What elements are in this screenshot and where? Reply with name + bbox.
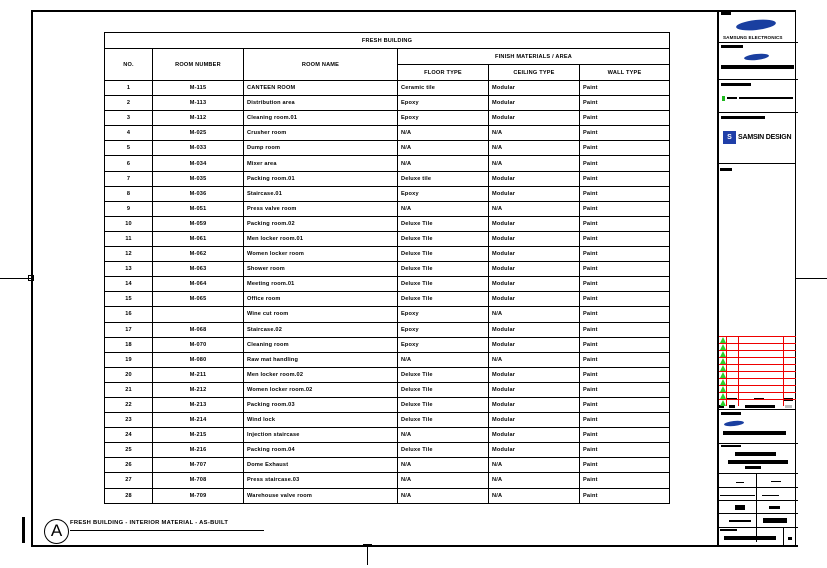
cell-wall-type: Paint <box>580 428 670 443</box>
drawing-marker: A <box>44 519 69 544</box>
table-row <box>105 488 670 503</box>
cell-no: 4 <box>105 126 153 141</box>
client-logo-icon <box>736 18 777 32</box>
cell-wall-type: Paint <box>580 458 670 473</box>
value-bar <box>763 518 787 523</box>
cell-room-number: M-707 <box>153 458 244 473</box>
cell-room-name: Mixer area <box>244 156 398 171</box>
cell-ceiling-type: N/A <box>489 307 580 322</box>
header-floor-type: FLOOR TYPE <box>398 65 489 81</box>
table-row <box>105 352 670 367</box>
drawing-title-cell <box>719 444 798 474</box>
cell-room-number: M-025 <box>153 126 244 141</box>
cell-no: 28 <box>105 488 153 503</box>
cell-floor-type: N/A <box>398 126 489 141</box>
cell-room-number: M-064 <box>153 277 244 292</box>
owner-name-bar <box>723 431 786 435</box>
cell-room-number: M-036 <box>153 186 244 201</box>
value-bar <box>736 482 744 483</box>
cell-label-bar <box>721 412 741 415</box>
cell-no: 22 <box>105 397 153 412</box>
cell-no: 12 <box>105 247 153 262</box>
cell-no: 6 <box>105 156 153 171</box>
table-row <box>105 156 670 171</box>
center-mark-left-target <box>28 275 34 281</box>
cell-no: 8 <box>105 186 153 201</box>
cell-room-number: M-211 <box>153 367 244 382</box>
cell-no: 26 <box>105 458 153 473</box>
cell-ceiling-type: N/A <box>489 352 580 367</box>
drawing-number-cell <box>719 528 798 547</box>
cell-ceiling-type: Modular <box>489 186 580 201</box>
cell-room-name: Men locker room.02 <box>244 367 398 382</box>
table-row <box>105 397 670 412</box>
client-name: SAMSUNG ELECTRONICS <box>723 35 783 40</box>
job-cell <box>719 501 798 514</box>
cell-ceiling-type: Modular <box>489 337 580 352</box>
cell-wall-type: Paint <box>580 413 670 428</box>
cell-no: 21 <box>105 382 153 397</box>
frame-left-bar <box>22 517 25 543</box>
cell-room-number: M-070 <box>153 337 244 352</box>
cell-ceiling-type: N/A <box>489 458 580 473</box>
table-row <box>105 262 670 277</box>
cell-wall-type: Paint <box>580 262 670 277</box>
cell-room-name: Press staircase.03 <box>244 473 398 488</box>
table-body <box>105 81 670 504</box>
cell-ceiling-type: N/A <box>489 473 580 488</box>
cell-room-number: M-212 <box>153 382 244 397</box>
cell-floor-type: Deluxe Tile <box>398 397 489 412</box>
cell-ceiling-type: Modular <box>489 382 580 397</box>
cell-no: 11 <box>105 231 153 246</box>
drawing-number-bar <box>724 536 776 540</box>
cell-label-bar <box>721 116 765 119</box>
project-logo-icon <box>744 53 769 62</box>
cell-no: 25 <box>105 443 153 458</box>
date-cell <box>719 488 798 501</box>
cell-ceiling-type: Modular <box>489 171 580 186</box>
cell-no: 17 <box>105 322 153 337</box>
cell-no: 24 <box>105 428 153 443</box>
cell-room-name: Men locker room.01 <box>244 231 398 246</box>
header-room-name: ROOM NAME <box>244 49 398 81</box>
cell-no: 19 <box>105 352 153 367</box>
cell-no: 10 <box>105 216 153 231</box>
cell-floor-type: N/A <box>398 473 489 488</box>
cell-floor-type: Deluxe Tile <box>398 413 489 428</box>
table-row <box>105 382 670 397</box>
cell-floor-type: Ceramic tile <box>398 81 489 96</box>
cell-ceiling-type: Modular <box>489 397 580 412</box>
cell-ceiling-type: Modular <box>489 277 580 292</box>
cell-room-name: Injection staircase <box>244 428 398 443</box>
cell-wall-type: Paint <box>580 337 670 352</box>
revision-row-line <box>719 378 796 379</box>
cell-ceiling-type: Modular <box>489 231 580 246</box>
cell-ceiling-type: N/A <box>489 488 580 503</box>
title-line-3 <box>745 466 761 469</box>
cell-no: 14 <box>105 277 153 292</box>
designer-divider <box>719 163 796 164</box>
cell-room-name: Dome Exhaust <box>244 458 398 473</box>
cell-no: 20 <box>105 367 153 382</box>
value-bar <box>745 405 775 408</box>
value-bar <box>735 505 745 510</box>
scale-cell <box>719 474 798 488</box>
cell-room-name: CANTEEN ROOM <box>244 81 398 96</box>
cell-room-name: Shower room <box>244 262 398 277</box>
cell-room-number <box>153 307 244 322</box>
revision-row-line <box>719 336 796 337</box>
cell-wall-type: Paint <box>580 126 670 141</box>
cell-floor-type: Deluxe Tile <box>398 247 489 262</box>
cell-no: 23 <box>105 413 153 428</box>
value-bar <box>762 495 779 496</box>
revision-row-line <box>719 350 796 351</box>
table-row <box>105 443 670 458</box>
cell-room-name: Cleaning room.01 <box>244 111 398 126</box>
table-row <box>105 367 670 382</box>
revision-row-line <box>719 385 796 386</box>
drawing-title: FRESH BUILDING - INTERIOR MATERIAL - AS-BUILT <box>70 520 229 526</box>
cell-ceiling-type: N/A <box>489 126 580 141</box>
cell-floor-type: Deluxe Tile <box>398 216 489 231</box>
cell-room-name: Wine cut room <box>244 307 398 322</box>
cell-floor-type: N/A <box>398 141 489 156</box>
cell-room-name: Distribution area <box>244 96 398 111</box>
cell-label-bar <box>721 45 743 48</box>
cell-room-number: M-068 <box>153 322 244 337</box>
client-cell <box>719 10 798 43</box>
cell-label-bar <box>720 529 737 531</box>
title-line-1 <box>735 452 776 456</box>
header-wall-type: WALL TYPE <box>580 65 670 81</box>
cell-floor-type: Deluxe Tile <box>398 443 489 458</box>
header-ceiling-type: CEILING TYPE <box>489 65 580 81</box>
revision-number-bar <box>788 537 792 540</box>
revision-row-line <box>719 364 796 365</box>
cell-room-name: Staircase.01 <box>244 186 398 201</box>
cell-no: 7 <box>105 171 153 186</box>
cell-no: 2 <box>105 96 153 111</box>
title-line-2 <box>728 460 788 464</box>
cell-ceiling-type: Modular <box>489 111 580 126</box>
cell-no: 15 <box>105 292 153 307</box>
table-row <box>105 216 670 231</box>
table-row <box>105 307 670 322</box>
designer-cell <box>719 113 798 346</box>
cell-room-number: M-115 <box>153 81 244 96</box>
cell-wall-type: Paint <box>580 322 670 337</box>
cell-floor-type: Deluxe Tile <box>398 382 489 397</box>
cell-room-number: M-034 <box>153 156 244 171</box>
project-cell <box>719 43 798 80</box>
table-row <box>105 337 670 352</box>
cell-wall-type: Paint <box>580 201 670 216</box>
cell-label-bar <box>720 168 732 171</box>
cell-floor-type: Epoxy <box>398 111 489 126</box>
revision-row-line <box>719 399 796 400</box>
cell-wall-type: Paint <box>580 216 670 231</box>
cell-room-number: M-708 <box>153 473 244 488</box>
value-bar <box>729 520 751 522</box>
cell-floor-type: N/A <box>398 201 489 216</box>
value-bar <box>771 481 781 482</box>
cell-wall-type: Paint <box>580 307 670 322</box>
cell-room-number: M-709 <box>153 488 244 503</box>
cell-floor-type: Deluxe Tile <box>398 277 489 292</box>
cell-floor-type: Deluxe Tile <box>398 292 489 307</box>
cell-no: 18 <box>105 337 153 352</box>
cell-no: 13 <box>105 262 153 277</box>
cell-no: 5 <box>105 141 153 156</box>
cell-room-number: M-214 <box>153 413 244 428</box>
cell-room-number: M-062 <box>153 247 244 262</box>
cell-ceiling-type: Modular <box>489 247 580 262</box>
cell-ceiling-type: Modular <box>489 322 580 337</box>
cell-floor-type: N/A <box>398 428 489 443</box>
divider <box>783 528 784 547</box>
cell-room-name: Raw mat handling <box>244 352 398 367</box>
contractor-name-bar <box>727 97 737 99</box>
cell-room-number: M-215 <box>153 428 244 443</box>
table-row <box>105 81 670 96</box>
table-row <box>105 141 670 156</box>
cell-room-name: Office room <box>244 292 398 307</box>
cell-wall-type: Paint <box>580 247 670 262</box>
table-row <box>105 322 670 337</box>
cell-floor-type: Epoxy <box>398 337 489 352</box>
divider <box>719 409 796 410</box>
cell-ceiling-type: N/A <box>489 201 580 216</box>
table-row <box>105 292 670 307</box>
title-block <box>717 10 796 547</box>
drawing-title-underline <box>70 530 264 531</box>
table-row <box>105 277 670 292</box>
cell-wall-type: Paint <box>580 156 670 171</box>
table-row <box>105 171 670 186</box>
cell-ceiling-type: Modular <box>489 413 580 428</box>
cell-room-name: Packing room.02 <box>244 216 398 231</box>
table-row <box>105 247 670 262</box>
header-no: NO. <box>105 49 153 81</box>
center-mark-left <box>0 278 31 279</box>
cell-wall-type: Paint <box>580 488 670 503</box>
table-title: FRESH BUILDING <box>105 33 670 49</box>
cell-no: 3 <box>105 111 153 126</box>
cell-wall-type: Paint <box>580 292 670 307</box>
cell-room-name: Packing room.04 <box>244 443 398 458</box>
header-finish-materials: FINISH MATERIALS / AREA <box>398 49 670 65</box>
cell-wall-type: Paint <box>580 141 670 156</box>
designer-name: SAMSIN DESIGN <box>738 134 792 141</box>
cell-room-number: M-061 <box>153 231 244 246</box>
contractor-cell <box>719 80 798 113</box>
table-row <box>105 186 670 201</box>
cell-ceiling-type: Modular <box>489 96 580 111</box>
cell-room-number: M-216 <box>153 443 244 458</box>
cell-floor-type: N/A <box>398 352 489 367</box>
cell-ceiling-type: N/A <box>489 141 580 156</box>
cell-floor-type: Deluxe tile <box>398 171 489 186</box>
cell-floor-type: N/A <box>398 156 489 171</box>
cell-room-number: M-035 <box>153 171 244 186</box>
revision-table <box>717 336 796 409</box>
cell-room-number: M-063 <box>153 262 244 277</box>
cell-room-name: Dump room <box>244 141 398 156</box>
cell-room-number: M-213 <box>153 397 244 412</box>
table-row <box>105 428 670 443</box>
cell-label-bar <box>721 83 751 86</box>
cell-room-name: Wind lock <box>244 413 398 428</box>
cell-ceiling-type: Modular <box>489 428 580 443</box>
value-bar <box>720 495 755 496</box>
cell-floor-type: Epoxy <box>398 96 489 111</box>
cell-room-name: Crusher room <box>244 126 398 141</box>
table-row <box>105 201 670 216</box>
designer-logo-icon: S <box>723 131 736 144</box>
cell-wall-type: Paint <box>580 277 670 292</box>
cell-wall-type: Paint <box>580 231 670 246</box>
table-row <box>105 458 670 473</box>
contractor-logo-icon <box>722 96 725 101</box>
cell-room-name: Packing room.03 <box>244 397 398 412</box>
cell-room-number: M-065 <box>153 292 244 307</box>
cell-floor-type: Deluxe Tile <box>398 231 489 246</box>
cell-wall-type: Paint <box>580 382 670 397</box>
contractor-address-bar <box>739 97 793 99</box>
cell-room-number: M-051 <box>153 201 244 216</box>
sheet-cell <box>719 514 798 528</box>
center-mark-bottom <box>367 547 368 565</box>
revision-row-line <box>719 392 796 393</box>
cell-room-name: Warehouse valve room <box>244 488 398 503</box>
cell-label-bar <box>721 445 741 447</box>
cell-ceiling-type: Modular <box>489 216 580 231</box>
revision-row-line <box>719 357 796 358</box>
value-bar <box>729 405 735 408</box>
cell-room-number: M-033 <box>153 141 244 156</box>
cell-no: 27 <box>105 473 153 488</box>
cell-floor-type: N/A <box>398 458 489 473</box>
table-row <box>105 96 670 111</box>
cell-wall-type: Paint <box>580 352 670 367</box>
table-row <box>105 111 670 126</box>
center-mark-right <box>796 278 827 279</box>
table-row <box>105 413 670 428</box>
header-room-number: ROOM NUMBER <box>153 49 244 81</box>
cell-room-number: M-113 <box>153 96 244 111</box>
cell-floor-type: Epoxy <box>398 307 489 322</box>
cell-wall-type: Paint <box>580 96 670 111</box>
project-name-bar <box>721 65 794 69</box>
cell-wall-type: Paint <box>580 473 670 488</box>
cell-ceiling-type: N/A <box>489 156 580 171</box>
cell-ceiling-type: Modular <box>489 367 580 382</box>
cell-wall-type: Paint <box>580 171 670 186</box>
cell-wall-type: Paint <box>580 397 670 412</box>
cell-room-number: M-059 <box>153 216 244 231</box>
interior-material-table <box>104 32 670 504</box>
value-bar <box>769 506 780 509</box>
cell-room-number: M-080 <box>153 352 244 367</box>
cell-no: 9 <box>105 201 153 216</box>
cell-room-name: Cleaning room <box>244 337 398 352</box>
cell-wall-type: Paint <box>580 81 670 96</box>
cell-room-name: Packing room.01 <box>244 171 398 186</box>
cell-room-name: Women locker room <box>244 247 398 262</box>
cell-wall-type: Paint <box>580 443 670 458</box>
cell-room-number: M-112 <box>153 111 244 126</box>
cell-wall-type: Paint <box>580 367 670 382</box>
cell-floor-type: N/A <box>398 488 489 503</box>
cell-no: 16 <box>105 307 153 322</box>
cell-ceiling-type: Modular <box>489 81 580 96</box>
revision-triangle-icon <box>720 400 726 406</box>
cell-room-name: Women locker room.02 <box>244 382 398 397</box>
cell-wall-type: Paint <box>580 111 670 126</box>
cell-room-name: Staircase.02 <box>244 322 398 337</box>
cell-room-name: Press valve room <box>244 201 398 216</box>
revision-row-line <box>719 343 796 344</box>
cell-ceiling-type: Modular <box>489 292 580 307</box>
revision-row-line <box>719 371 796 372</box>
center-mark-bottom-cross <box>363 544 372 545</box>
cell-no: 1 <box>105 81 153 96</box>
cell-label-bar <box>721 12 731 15</box>
cell-floor-type: Epoxy <box>398 186 489 201</box>
cell-floor-type: Deluxe Tile <box>398 262 489 277</box>
table-row <box>105 126 670 141</box>
cell-ceiling-type: Modular <box>489 443 580 458</box>
cell-room-name: Meeting room.01 <box>244 277 398 292</box>
cell-floor-type: Deluxe Tile <box>398 367 489 382</box>
table-row <box>105 231 670 246</box>
owner-cell <box>719 410 798 444</box>
cell-floor-type: Epoxy <box>398 322 489 337</box>
cell-ceiling-type: Modular <box>489 262 580 277</box>
cell-wall-type: Paint <box>580 186 670 201</box>
value-bar <box>785 405 792 408</box>
table-row <box>105 473 670 488</box>
owner-logo-icon <box>724 420 744 427</box>
